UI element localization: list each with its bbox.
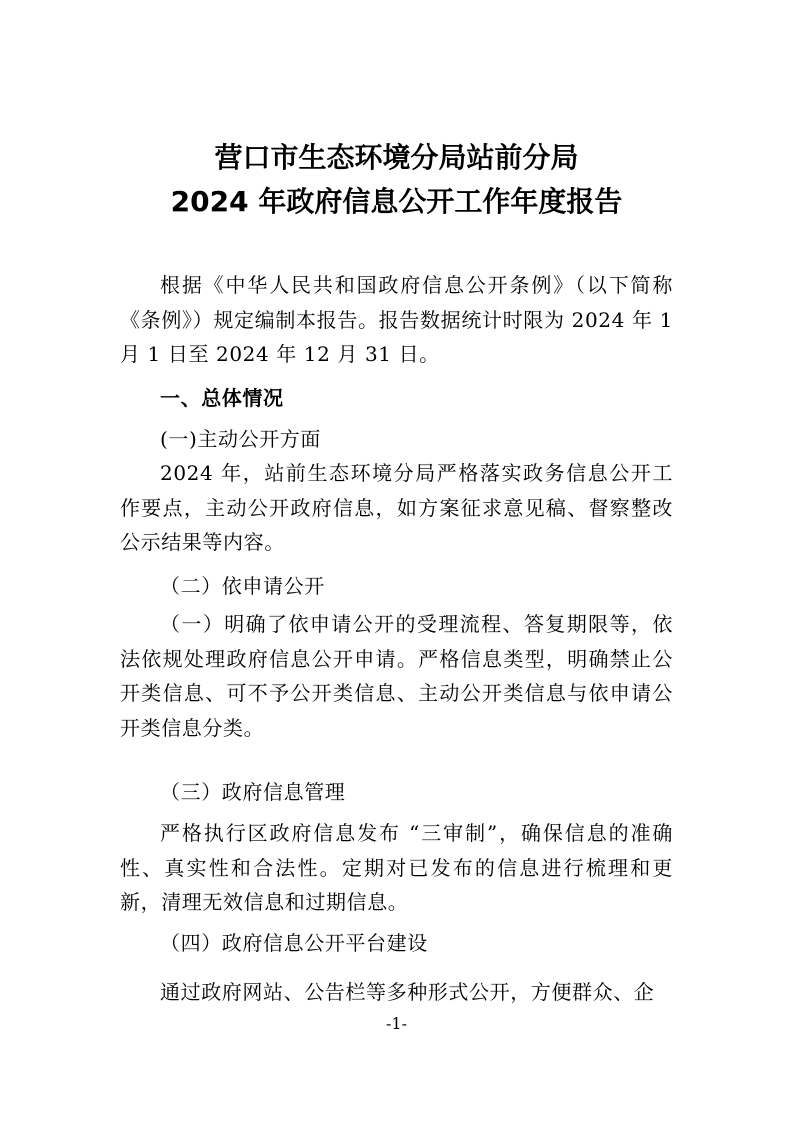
sub4-heading: （四）政府信息公开平台建设 (160, 931, 428, 955)
sub2-paragraph: （一）明确了依申请公开的受理流程、答复期限等，依法依规处理政府信息公开申请。严格信息类型，明确禁止公开类信息、可不予公开类信息、主动公开类信息与依申请公开类信息分类。 (120, 612, 673, 740)
sub4-paragraph: 通过政府网站、公告栏等多种形式公开，方便群众、企 (160, 980, 655, 1004)
sub2-heading: （二）依申请公开 (160, 574, 325, 598)
document-title-line1: 营口市生态环境分局站前分局 (214, 141, 579, 174)
sub1-heading: (一)主动公开方面 (160, 427, 322, 451)
intro-paragraph: 根据《中华人民共和国政府信息公开条例》（以下简称《条例》）规定编制本报告。报告数据统计时限为 2024 年 1 月 1 日至 2024 年 12 月 31 日。 (120, 273, 673, 366)
section1-heading: 一、总体情况 (160, 386, 284, 410)
document-title-line2: 2024 年政府信息公开工作年度报告 (170, 185, 623, 218)
sub3-paragraph: 严格执行区政府信息发布 “三审制”，确保信息的准确性、真实性和合法性。定期对已发布的信息进行梳理和更新，清理无效信息和过期信息。 (120, 821, 673, 914)
sub3-heading: （三）政府信息管理 (160, 780, 346, 804)
page-number: -1- (386, 1014, 407, 1033)
sub1-paragraph: 2024 年，站前生态环境分局严格落实政务信息公开工作要点，主动公开政府信息，如方案征求意见稿、督察整改公示结果等内容。 (120, 461, 673, 554)
